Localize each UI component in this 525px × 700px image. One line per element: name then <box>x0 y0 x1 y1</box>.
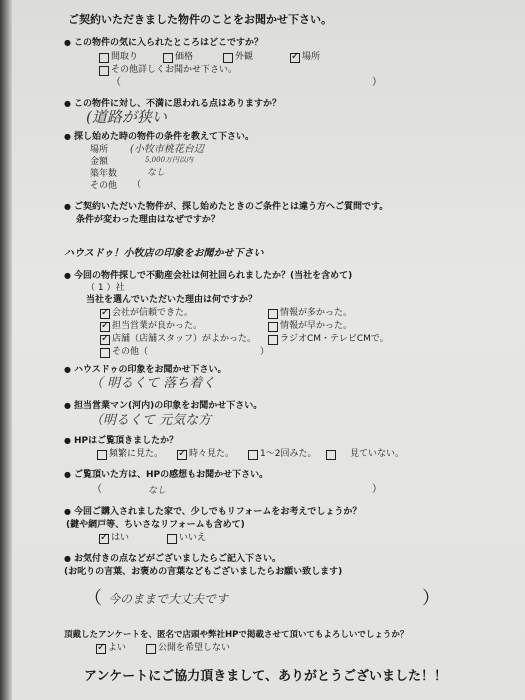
q1-option-checkbox-2[interactable] <box>223 53 233 63</box>
q10-option-checkbox-0[interactable] <box>99 534 109 544</box>
q7-title: ● 担当営業マン(河内)の印象をお聞かせ下さい。 <box>64 402 262 411</box>
q11-answer: 今のままで大丈夫です <box>108 592 229 606</box>
q9-answer: なし <box>148 486 167 496</box>
q5-left-label-1: 担当営業が良かった。 <box>112 321 203 331</box>
q3-row-answer-1: 5,000万円以内 <box>145 156 194 164</box>
q10-sub: (鍵や網戸等、ちいさなリフォームも含めて) <box>66 520 245 530</box>
q7-answer: （明るくて 元気な方 <box>90 413 212 428</box>
sheet-header: ご契約いただきました物件のことをお聞かせ下さい。 <box>68 13 332 26</box>
photo-edge-shadow <box>0 0 12 700</box>
q12-option-label-1: 公開を希望しない <box>158 643 231 653</box>
q8-option-checkbox-3[interactable] <box>326 450 336 460</box>
q1-paren-open: （ <box>111 77 121 88</box>
q10-option-label-0: はい <box>111 533 130 543</box>
q3-row-answer-2: なし <box>147 168 166 178</box>
thank-you-footer: アンケートにご協力頂きまして、ありがとうございました！！ <box>84 669 447 684</box>
q5-right-checkbox-2[interactable] <box>268 335 278 345</box>
q10-option-checkbox-1[interactable] <box>167 534 177 544</box>
q5-left-checkbox-3[interactable] <box>100 348 110 358</box>
q3-row-label-0: 場所 <box>90 145 109 155</box>
q11-title: ● お気付きの点などがございましたらご記入下さい。 <box>64 555 281 564</box>
q1-title: ● この物件の気に入られたところはどこですか？ <box>64 39 263 48</box>
q5-left-label-3: その他（ <box>112 347 149 357</box>
q5-other-close: ） <box>260 347 270 357</box>
q11-paren-open: （ <box>84 588 102 609</box>
q9-paren-open: （ <box>92 484 102 495</box>
q12-title: 頂戴したアンケートを、匿名で店頭や弊社HPで掲載させて頂いてもよろしいでしょうか？ <box>64 630 409 640</box>
q8-option-checkbox-2[interactable] <box>248 450 258 460</box>
q3-row-label-1: 金額 <box>90 157 109 167</box>
q8-title: ● HPはご覧頂きましたか？ <box>64 437 178 446</box>
q1-other-checkbox[interactable] <box>99 66 109 76</box>
q3-title: ● 探し始めた時の物件の条件を教えて下さい。 <box>64 133 254 142</box>
q11-paren-close: ） <box>422 588 440 609</box>
q8-option-label-0: 頻繁に見た。 <box>109 449 164 459</box>
section2-heading: ハウスドゥ！小牧店の印象をお聞かせ下さい <box>64 248 264 259</box>
q9-title: ● ご覧頂いた方は、HPの感想もお聞かせ下さい。 <box>64 471 268 480</box>
q5-left-checkbox-2[interactable] <box>100 335 110 345</box>
q3-row-answer-0: (小牧市桃花台辺 <box>130 144 204 155</box>
q6-answer: （ 明るくて 落ち着く <box>90 376 216 391</box>
q10-title: ● 今回ご購入されました家で、少しでもリフォームをお考えでしょうか？ <box>64 508 361 517</box>
q5-right-label-0: 情報が多かった。 <box>280 308 353 318</box>
q8-option-label-1: 時々見た。 <box>189 449 235 459</box>
q5-title: ● 今回の物件探しで不動産会社は何社回られましたか？(当社を含めて) <box>64 272 352 281</box>
q11-sub: (お叱りの言葉、お褒めの言葉などもございましたらお願い致します) <box>64 567 343 577</box>
q5-left-checkbox-1[interactable] <box>100 322 110 332</box>
q2-answer: (道路が狭い <box>86 108 167 126</box>
q4-title: ● ご契約いただいた物件が、探し始めたときのご条件とは違う方へご質問です。 <box>64 203 388 212</box>
q4-sub: 条件が変わった理由はなぜですか？ <box>76 215 220 225</box>
q3-row-label-2: 築年数 <box>90 169 118 179</box>
q8-option-label-2: 1〜2回みた。 <box>260 449 317 459</box>
q12-option-checkbox-1[interactable] <box>146 644 156 654</box>
q5-right-checkbox-0[interactable] <box>268 309 278 319</box>
q1-option-checkbox-0[interactable] <box>99 53 109 63</box>
q1-option-label-0: 間取り <box>111 52 139 62</box>
q8-option-checkbox-1[interactable] <box>177 450 187 460</box>
q1-option-label-2: 外観 <box>235 52 254 62</box>
q1-other-label: その他詳しくお聞かせ下さい。 <box>111 65 238 75</box>
q5-right-label-1: 情報が早かった。 <box>280 321 353 331</box>
q12-option-label-0: よい <box>108 643 127 653</box>
q1-option-label-3: 場所 <box>302 52 321 62</box>
q1-option-label-1: 価格 <box>175 52 194 62</box>
q6-title: ● ハウスドゥの印象をお聞かせ下さい。 <box>64 366 227 375</box>
q5-right-label-2: ラジオCM・テレビCMで。 <box>280 334 389 344</box>
q8-option-label-3: 見ていない。 <box>350 449 405 459</box>
q8-option-checkbox-0[interactable] <box>97 450 107 460</box>
q5-reason: 当社を選んでいただいた理由は何ですか？ <box>86 295 258 305</box>
q3-row-label-3: その他 <box>90 181 118 191</box>
q9-paren-close: ） <box>372 484 382 495</box>
q5-left-label-2: 店舗（店舗スタッフ）がよかった。 <box>112 334 257 344</box>
q1-option-checkbox-1[interactable] <box>163 53 173 63</box>
q5-left-checkbox-0[interactable] <box>100 309 110 319</box>
q12-option-checkbox-0[interactable] <box>96 644 106 654</box>
q3-row-answer-3: （ <box>132 180 142 190</box>
q5-right-checkbox-1[interactable] <box>268 322 278 332</box>
q1-option-checkbox-3[interactable] <box>290 53 300 63</box>
q5-left-label-0: 会社が信頼できた。 <box>112 308 194 318</box>
q2-title: ● この物件に対し、不満に思われる点はありますか？ <box>64 100 281 109</box>
q10-option-label-1: いいえ <box>179 533 207 543</box>
q5-count: （ 1 ）社 <box>86 283 125 293</box>
q1-paren-close: ） <box>372 77 382 88</box>
